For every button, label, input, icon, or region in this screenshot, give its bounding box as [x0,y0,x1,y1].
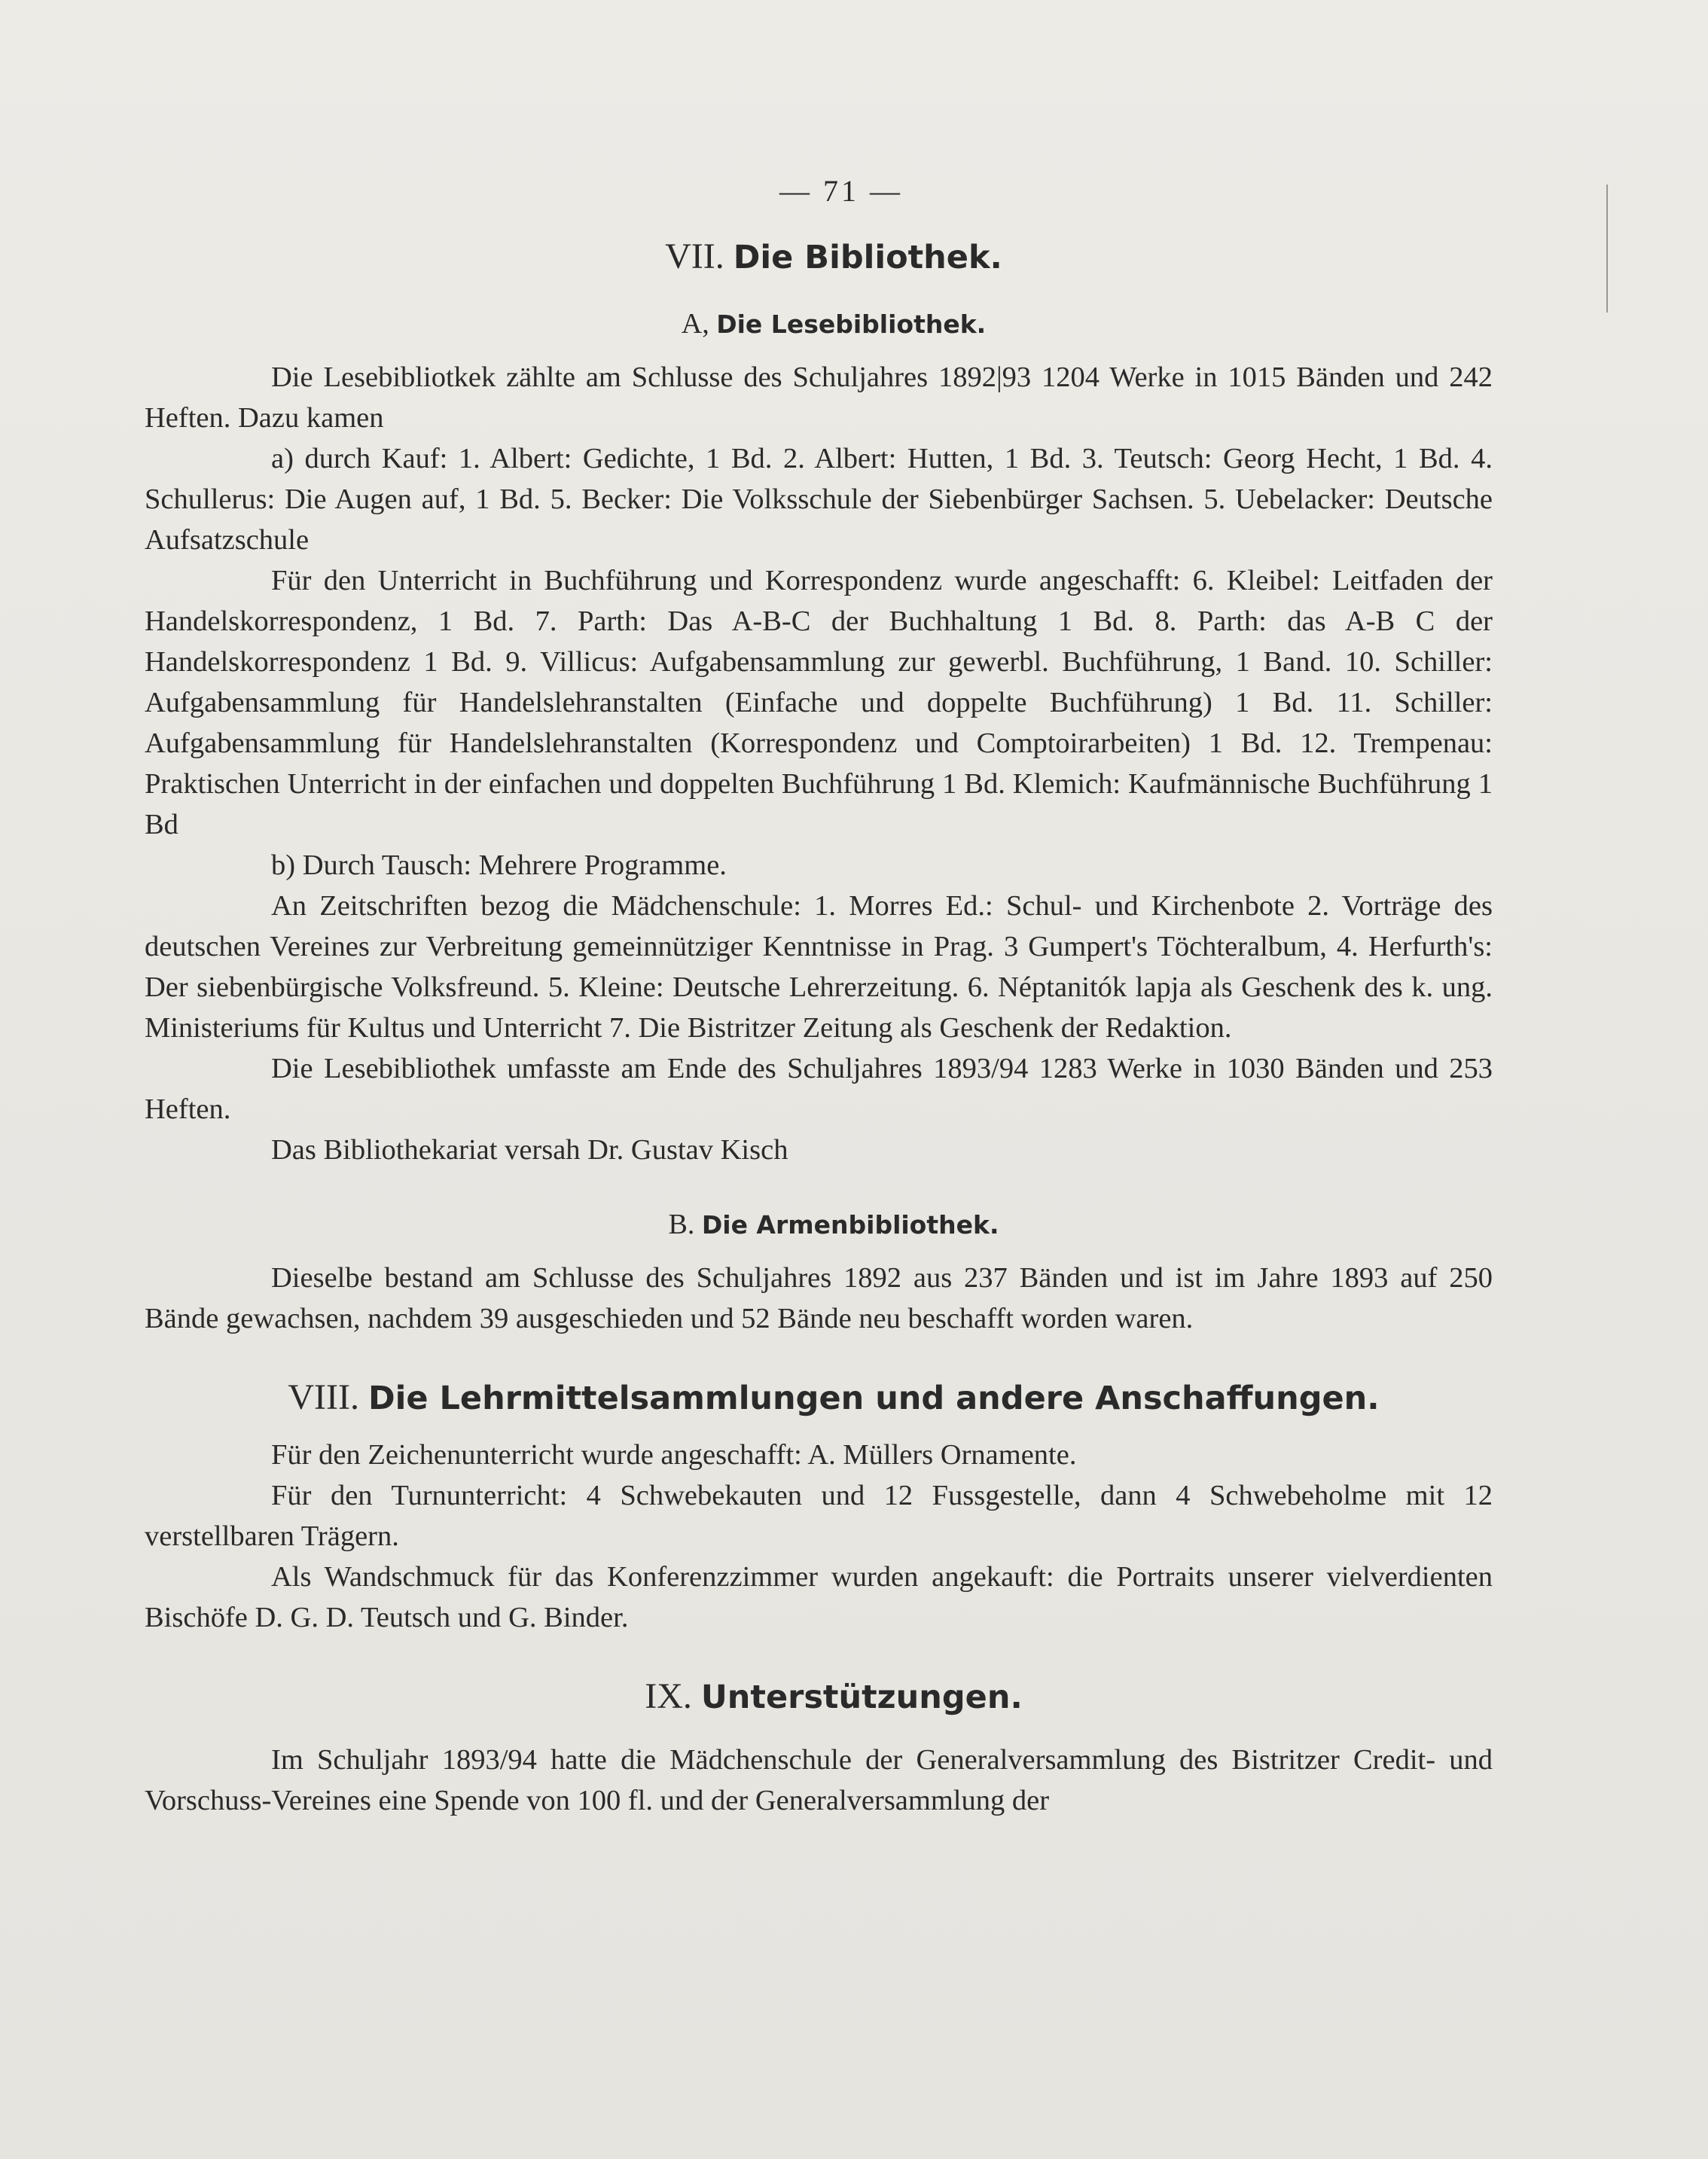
section-number: IX. [645,1676,692,1716]
paragraph: Für den Turnunterricht: 4 Schwebekauten und 12 Fussgestelle, dann 4 Schwebeholme mit 12 verstellbaren Trägern. [145,1480,1493,1552]
section-title: Unterstützungen. [700,1679,1023,1716]
paragraph: a) durch Kauf: 1. Albert: Gedichte, 1 Bd. 2. Albert: Hutten, 1 Bd. 3. Teutsch: Georg Hecht, 1 Bd. 4. Schullerus: Die Augen auf, 1 Bd. 5. Becker: Die Volksschule der Siebenbürger Sachsen. 5. Uebelacker: Deutsche Aufsatzschule [145,443,1493,556]
paragraph: Das Bibliothekariat versah Dr. Gustav Kisch [271,1134,788,1166]
subsection-heading-b [145,1208,1493,1241]
paragraph: Dieselbe bestand am Schlusse des Schuljahres 1892 aus 237 Bänden und ist im Jahre 1893 auf 250 Bände gewachsen, nachdem 39 ausgeschieden und 52 Bände neu beschafft worden waren. [145,1262,1493,1334]
section-heading-viii [145,1377,1493,1418]
paragraph: Als Wandschmuck für das Konferenzzimmer wurden angekauft: die Portraits unserer vielverdienten Bischöfe D. G. D. Teutsch und G. Binder. [145,1561,1493,1633]
section-number: VIII. [288,1377,359,1417]
section-heading-ix [145,1676,1493,1717]
subsection-heading-a [145,307,1493,340]
subsection-title: Die Armenbibliothek. [701,1210,999,1240]
page-content [145,173,1493,1821]
subsection-title: Die Lesebibliothek. [716,310,987,339]
paragraph: Für den Zeichenunterricht wurde angeschafft: A. Müllers Ornamente. [271,1439,1077,1471]
section-title: Die Lehrmittelsammlungen und andere Anschaffungen. [368,1380,1380,1417]
section-heading-vii [145,236,1493,277]
paragraph: Die Lesebibliotkek zählte am Schlusse des Schuljahres 1892|93 1204 Werke in 1015 Bänden und 242 Heften. Dazu kamen [145,361,1493,434]
subsection-label: B. [668,1209,695,1240]
paragraph: An Zeitschriften bezog die Mädchenschule: 1. Morres Ed.: Schul- und Kirchenbote 2. Vorträge des deutschen Vereines zur Verbreitung gemeinnütziger Kenntnisse in Prag. 3 Gumpert's Töchteralbum, 4. Herfurth's: Der siebenbürgische Volksfreund. 5. Kleine: Deutsche Lehrerzeitung. 6. Néptanitók lapja als Geschenk des k. ung. Ministeriums für Kultus und Unterricht 7. Die Bistritzer Zeitung als Geschenk der Redaktion. [145,890,1493,1044]
section-title: Die Bibliothek. [733,239,1002,276]
scan-edge-line [1606,184,1608,313]
paragraph: Für den Unterricht in Buchführung und Korrespondenz wurde angeschafft: 6. Kleibel: Leitfaden der Handelskorrespondenz, 1 Bd. 7. Parth: Das A-B-C der Buchhaltung 1 Bd. 8. Parth: das A-B C der Handelskorrespondenz 1 Bd. 9. Villicus: Aufgabensammlung zur gewerbl. Buchführung, 1 Band. 10. Schiller: Aufgabensammlung für Handelslehranstalten (Einfache und doppelte Buchführung) 1 Bd. 11. Schiller: Aufgabensammlung für Handelslehranstalten (Korrespondenz und Comptoirarbeiten) 1 Bd. 12. Trempenau: Praktischen Unterricht in der einfachen und doppelten Buchführung 1 Bd. Klemich: Kaufmännische Buchführung 1 Bd [145,565,1493,840]
page-number: — 71 — [779,174,903,208]
paragraph: b) Durch Tausch: Mehrere Programme. [271,849,727,881]
paragraph: Die Lesebibliothek umfasste am Ende des Schuljahres 1893/94 1283 Werke in 1030 Bänden und 253 Heften. [145,1053,1493,1125]
subsection-label: A, [681,308,709,340]
section-number: VII. [665,236,724,276]
paragraph: Im Schuljahr 1893/94 hatte die Mädchenschule der Generalversammlung des Bistritzer Credit- und Vorschuss-Vereines eine Spende von 100 fl. und der Generalversammlung der [145,1744,1493,1816]
